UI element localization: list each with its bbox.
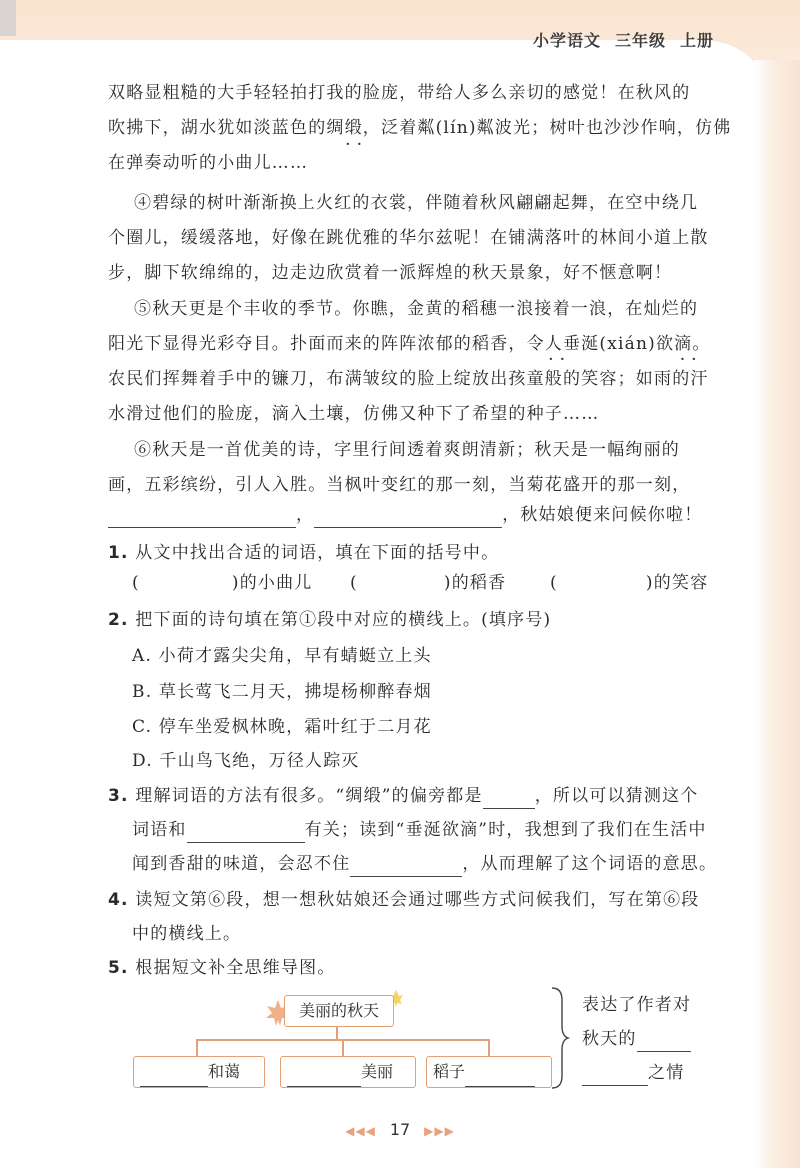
- mindmap-child-2-text: 美丽: [361, 1062, 394, 1081]
- question-2: [108, 607, 551, 633]
- emphasis-dots: · ·: [345, 134, 363, 155]
- question-4-line-2: 中的横线上。: [132, 924, 242, 944]
- q3-blank-1[interactable]: [483, 790, 535, 809]
- q4-number: 4.: [108, 890, 129, 910]
- page-footer: [0, 1120, 800, 1139]
- q1-close-paren: ): [443, 573, 452, 593]
- mindmap-child-3-text: 稻子: [433, 1062, 466, 1081]
- mindmap-child-1-text: 和蔼: [208, 1062, 241, 1081]
- mindmap-child-1: [133, 1056, 265, 1088]
- p4-line-3: 步，脚下软绵绵的，边走边欣赏着一派辉煌的秋天景象，好不惬意啊！: [108, 263, 673, 283]
- p4-line-1: ④碧绿的树叶渐渐换上火红的衣裳，伴随着秋风翩翩起舞，在空中绕几: [134, 193, 699, 213]
- mindmap-blank-3[interactable]: [465, 1066, 535, 1087]
- q3-number: 3.: [108, 786, 129, 806]
- q1-item-2-text: 的稻香: [451, 573, 507, 593]
- q2-number: 2.: [108, 610, 129, 630]
- p3-line-1: 双略显粗糙的大手轻轻拍打我的脸庞，带给人多么亲切的感觉！在秋风的: [108, 83, 691, 103]
- p5-line-4: 水滑过他们的脸庞，滴入土壤，仿佛又种下了希望的种子……: [108, 404, 600, 424]
- q5-text: 根据短文补全思维导图。: [135, 958, 336, 978]
- mindmap-side-line-1: 表达了作者对: [582, 995, 692, 1015]
- left-arrows-icon: ◀◀◀: [345, 1124, 376, 1138]
- mindmap-child-2: [280, 1056, 416, 1088]
- mindmap-blank-5[interactable]: [582, 1067, 648, 1086]
- q3-text-1b: ，所以可以猜测这个: [534, 786, 699, 806]
- book-title: [533, 28, 714, 51]
- right-arrows-icon: ▶▶▶: [424, 1124, 455, 1138]
- p6-line-3: [108, 502, 702, 528]
- right-decor-band: [754, 60, 800, 1168]
- q1-close-paren: ): [645, 573, 654, 593]
- q5-number: 5.: [108, 958, 129, 978]
- q3-text-2b: 有关；读到“垂涎欲滴”时，我想到了我们在生活中: [304, 820, 707, 840]
- p6-line-1: ⑥秋天是一首优美的诗，字里行间透着爽朗清新；秋天是一幅绚丽的: [134, 440, 680, 460]
- question-3-line-3: [132, 851, 717, 877]
- q2-option-b: B. 草长莺飞二月天，拂堤杨柳醉春烟: [132, 682, 432, 702]
- q2-option-c: C. 停车坐爱枫林晚，霜叶红于二月花: [132, 717, 432, 737]
- p5-line-2: 阳光下显得光彩夺目。扑面而来的阵阵浓郁的稻香，令人垂涎(xián)欲滴。: [108, 334, 711, 354]
- q1-open-paren: (: [350, 573, 358, 593]
- subject-label: 小学语文: [532, 31, 601, 50]
- mindmap-side-line-2: [582, 1026, 691, 1052]
- curly-brace: [548, 986, 570, 1090]
- mindmap-side-text-3: 之情: [648, 1063, 685, 1083]
- mindmap-side-line-3: [582, 1060, 684, 1086]
- p3-line-3: 在弹奏动听的小曲儿……: [108, 153, 309, 173]
- mindmap-connector: [488, 1039, 490, 1057]
- q1-item-3-text: 的笑容: [653, 573, 709, 593]
- question-3-line-2: [132, 817, 707, 843]
- p6-tail: ，秋姑娘便来问候你啦！: [502, 505, 703, 525]
- q1-open-paren: (: [132, 573, 140, 593]
- q1-item-2[interactable]: [350, 570, 506, 596]
- mindmap-root: 美丽的秋天: [284, 995, 394, 1027]
- q3-text-3b: ，从而理解了这个词语的意思。: [462, 854, 718, 874]
- q4-text-1: 读短文第⑥段，想一想秋姑娘还会通过哪些方式问候我们，写在第⑥段: [135, 890, 700, 910]
- p6-comma: ，: [296, 505, 315, 525]
- q3-text-3a: 闻到香甜的味道，会忍不住: [132, 854, 351, 874]
- question-3-line-1: [108, 783, 699, 809]
- mindmap-blank-1[interactable]: [140, 1066, 208, 1087]
- answer-blank-1[interactable]: [108, 509, 296, 528]
- question-1: [108, 540, 499, 566]
- mindmap-blank-2[interactable]: [287, 1066, 361, 1087]
- volume-label: 上册: [679, 31, 714, 50]
- q3-text-2a: 词语和: [132, 820, 187, 840]
- mindmap-connector: [342, 1039, 344, 1057]
- p6-line-2: 画，五彩缤纷，引人入胜。当枫叶变红的那一刻，当菊花盛开的那一刻，: [108, 475, 691, 495]
- q3-blank-2[interactable]: [187, 824, 305, 843]
- grade-label: 三年级: [614, 31, 666, 50]
- emphasis-dots: · · · ·: [548, 349, 697, 370]
- mindmap-connector: [196, 1039, 198, 1057]
- page-number: 17: [389, 1120, 411, 1139]
- q1-close-paren: ): [231, 573, 240, 593]
- question-5: [108, 955, 336, 981]
- p5-line-3: 农民们挥舞着手中的镰刀，布满皱纹的脸上绽放出孩童般的笑容；如雨的汗: [108, 369, 709, 389]
- q1-open-paren: (: [550, 573, 558, 593]
- q2-option-a: A. 小荷才露尖尖角，早有蜻蜓立上头: [132, 646, 432, 666]
- q2-option-d: D. 千山鸟飞绝，万径人踪灭: [132, 751, 360, 771]
- p5-line-1: ⑤秋天更是个丰收的季节。你瞧，金黄的稻穗一浪接着一浪，在灿烂的: [134, 299, 699, 319]
- q1-number: 1.: [108, 543, 129, 563]
- q1-item-1-text: 的小曲儿: [239, 573, 313, 593]
- q1-text: 从文中找出合适的词语，填在下面的括号中。: [135, 543, 500, 563]
- answer-blank-2[interactable]: [314, 509, 502, 528]
- mindmap-connector: [336, 1026, 338, 1040]
- mindmap-side-text-2: 秋天的: [582, 1029, 637, 1049]
- header-corner: [0, 0, 16, 36]
- q3-text-1a: 理解词语的方法有很多。“绸缎”的偏旁都是: [135, 786, 483, 806]
- q1-item-1[interactable]: [132, 570, 313, 596]
- q3-blank-3[interactable]: [350, 858, 462, 877]
- q1-item-3[interactable]: [550, 570, 708, 596]
- p3-line-2: 吹拂下，湖水犹如淡蓝色的绸缎，泛着粼(lín)粼波光；树叶也沙沙作响，仿佛: [108, 118, 732, 138]
- p4-line-2: 个圈儿，缓缓落地，好像在跳优雅的华尔兹呢！在铺满落叶的林间小道上散: [108, 228, 709, 248]
- q2-text: 把下面的诗句填在第①段中对应的横线上。(填序号): [135, 610, 552, 630]
- question-4-line-1: [108, 887, 700, 913]
- mindmap-blank-4[interactable]: [637, 1033, 691, 1052]
- mindmap-child-3: [426, 1056, 552, 1088]
